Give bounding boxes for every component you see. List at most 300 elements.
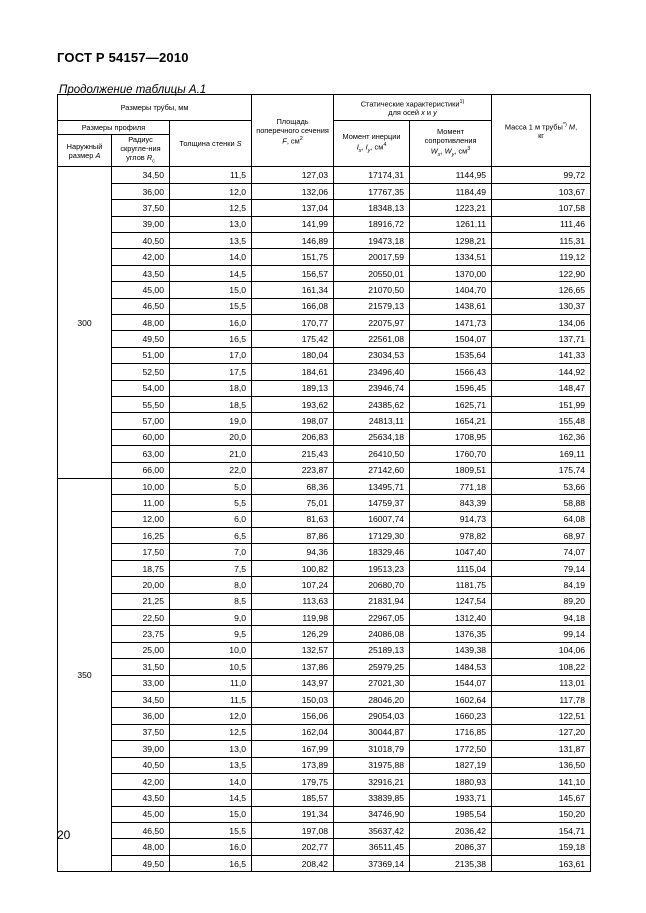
mass-cell: 150,20 <box>492 806 591 822</box>
moment-resistance-cell: 1334,51 <box>410 249 492 265</box>
wall-thickness-cell: 8,0 <box>170 577 252 593</box>
mass-cell: 130,37 <box>492 298 591 314</box>
table-row <box>58 593 591 609</box>
area-cell: 68,36 <box>252 478 334 494</box>
moment-resistance-cell: 1404,70 <box>410 282 492 298</box>
area-cell: 189,13 <box>252 380 334 396</box>
moment-inertia-cell: 28046,20 <box>334 691 410 707</box>
moment-resistance-cell: 1223,21 <box>410 200 492 216</box>
moment-inertia-cell: 33839,85 <box>334 790 410 806</box>
table-row <box>58 265 591 281</box>
area-cell: 223,87 <box>252 462 334 478</box>
header-corner-radius-label: Радиус скругле-ния углов <box>120 135 161 162</box>
data-table <box>57 94 591 872</box>
moment-inertia-cell: 31018,79 <box>334 741 410 757</box>
wall-thickness-cell: 15,5 <box>170 298 252 314</box>
header-axis-and: и <box>426 108 431 118</box>
wall-thickness-cell: 13,0 <box>170 741 252 757</box>
wall-thickness-cell: 16,5 <box>170 331 252 347</box>
mass-cell: 145,67 <box>492 790 591 806</box>
mass-cell: 137,71 <box>492 331 591 347</box>
area-cell: 151,75 <box>252 249 334 265</box>
header-area-label: Площадь поперечного сечения <box>256 116 329 135</box>
area-cell: 150,03 <box>252 691 334 707</box>
table-row <box>58 396 591 412</box>
mass-cell: 104,06 <box>492 642 591 658</box>
moment-inertia-cell: 25634,18 <box>334 429 410 445</box>
table-row <box>58 249 591 265</box>
header-static-chars-axes: для осей <box>388 108 420 118</box>
corner-radius-cell: 34,50 <box>112 691 170 707</box>
area-cell: 170,77 <box>252 314 334 330</box>
corner-radius-cell: 43,50 <box>112 265 170 281</box>
area-cell: 107,24 <box>252 577 334 593</box>
moment-resistance-cell: 1471,73 <box>410 314 492 330</box>
table-row <box>58 577 591 593</box>
area-cell: 185,57 <box>252 790 334 806</box>
corner-radius-cell: 42,00 <box>112 249 170 265</box>
wall-thickness-cell: 12,5 <box>170 200 252 216</box>
wall-thickness-cell: 16,0 <box>170 314 252 330</box>
corner-radius-cell: 66,00 <box>112 462 170 478</box>
moment-inertia-cell: 21070,50 <box>334 282 410 298</box>
corner-radius-cell: 51,00 <box>112 347 170 363</box>
corner-radius-cell: 49,50 <box>112 331 170 347</box>
mass-cell: 58,88 <box>492 495 591 511</box>
moment-inertia-cell: 17174,31 <box>334 167 410 183</box>
mass-cell: 144,92 <box>492 364 591 380</box>
header-moment-inertia-unit-sup: 4 <box>383 141 387 148</box>
mass-cell: 127,20 <box>492 724 591 740</box>
wall-thickness-cell: 9,0 <box>170 610 252 626</box>
table-row <box>58 429 591 445</box>
moment-resistance-cell: 1602,64 <box>410 691 492 707</box>
table-row <box>58 167 591 183</box>
header-mass-unit: кг <box>538 131 544 141</box>
moment-inertia-cell: 17129,30 <box>334 528 410 544</box>
moment-resistance-cell: 1625,71 <box>410 396 492 412</box>
corner-radius-cell: 43,50 <box>112 790 170 806</box>
moment-resistance-cell: 1660,23 <box>410 708 492 724</box>
header-area-unit: , см <box>286 135 300 145</box>
mass-cell: 163,61 <box>492 855 591 871</box>
table-row <box>58 790 591 806</box>
moment-resistance-cell: 1933,71 <box>410 790 492 806</box>
mass-cell: 74,07 <box>492 544 591 560</box>
header-corner-radius <box>112 135 170 167</box>
header-static-chars-sup: 1) <box>459 98 465 105</box>
table-row <box>58 773 591 789</box>
wall-thickness-cell: 20,0 <box>170 429 252 445</box>
table-row <box>58 855 591 871</box>
moment-resistance-cell: 1144,95 <box>410 167 492 183</box>
area-cell: 175,42 <box>252 331 334 347</box>
moment-resistance-cell: 1312,40 <box>410 610 492 626</box>
table-row <box>58 495 591 511</box>
header-corner-radius-symbol: R <box>146 153 153 162</box>
wall-thickness-cell: 11,0 <box>170 675 252 691</box>
moment-inertia-cell: 19473,18 <box>334 233 410 249</box>
moment-resistance-cell: 2036,42 <box>410 823 492 839</box>
area-cell: 193,62 <box>252 396 334 412</box>
table-row <box>58 347 591 363</box>
moment-resistance-cell: 1181,75 <box>410 577 492 593</box>
mass-cell: 99,72 <box>492 167 591 183</box>
header-pipe-sizes: Размеры трубы, мм <box>58 95 252 121</box>
header-moment-resistance-unit: , см <box>454 146 468 156</box>
moment-inertia-cell: 18329,46 <box>334 544 410 560</box>
table-row <box>58 331 591 347</box>
table-row <box>58 675 591 691</box>
moment-resistance-cell: 1544,07 <box>410 675 492 691</box>
wall-thickness-cell: 5,5 <box>170 495 252 511</box>
moment-resistance-cell: 1247,54 <box>410 593 492 609</box>
header-outer-size-label: Наружный размер <box>66 141 103 160</box>
wall-thickness-cell: 17,5 <box>170 364 252 380</box>
mass-cell: 79,14 <box>492 560 591 576</box>
moment-inertia-cell: 31975,88 <box>334 757 410 773</box>
table-row <box>58 806 591 822</box>
moment-resistance-cell: 771,18 <box>410 478 492 494</box>
moment-inertia-cell: 34746,90 <box>334 806 410 822</box>
moment-inertia-cell: 14759,37 <box>334 495 410 511</box>
area-cell: 146,89 <box>252 233 334 249</box>
table-row <box>58 200 591 216</box>
area-cell: 191,34 <box>252 806 334 822</box>
mass-cell: 68,97 <box>492 528 591 544</box>
mass-cell: 107,58 <box>492 200 591 216</box>
header-mass: Масса 1 м трубы*) M, кг <box>492 95 591 167</box>
header-mass-sup: *) <box>562 122 567 128</box>
wall-thickness-cell: 9,5 <box>170 626 252 642</box>
wall-thickness-cell: 19,0 <box>170 413 252 429</box>
header-moment-inertia: Момент инерции $I_x$, $I_y$, $см^4$ <box>334 121 410 167</box>
area-cell: 141,99 <box>252 216 334 232</box>
moment-resistance-cell: 1827,19 <box>410 757 492 773</box>
header-area-unit-sup: 2 <box>299 135 303 142</box>
wall-thickness-cell: 5,0 <box>170 478 252 494</box>
wall-thickness-cell: 22,0 <box>170 462 252 478</box>
moment-resistance-cell: 1184,49 <box>410 183 492 199</box>
area-cell: 137,86 <box>252 659 334 675</box>
header-area-symbol: F <box>282 135 287 145</box>
header-moment-inertia-sub1: x <box>358 147 362 154</box>
mass-cell: 136,50 <box>492 757 591 773</box>
moment-inertia-cell: 26410,50 <box>334 446 410 462</box>
header-moment-inertia-sym2: I <box>365 142 368 152</box>
moment-inertia-cell: 23496,40 <box>334 364 410 380</box>
table-row <box>58 839 591 855</box>
corner-radius-cell: 36,00 <box>112 708 170 724</box>
outer-size-cell: 350 <box>58 478 112 871</box>
wall-thickness-cell: 7,5 <box>170 560 252 576</box>
mass-cell: 154,71 <box>492 823 591 839</box>
moment-inertia-cell: 18916,72 <box>334 216 410 232</box>
moment-inertia-cell: 20680,70 <box>334 577 410 593</box>
table-row <box>58 413 591 429</box>
moment-resistance-cell: 1716,85 <box>410 724 492 740</box>
table-row <box>58 708 591 724</box>
header-axis-y: y <box>433 108 437 118</box>
moment-resistance-cell: 1708,95 <box>410 429 492 445</box>
area-cell: 127,03 <box>252 167 334 183</box>
area-cell: 167,99 <box>252 741 334 757</box>
header-moment-resistance-sub1: x <box>437 152 441 159</box>
table-row <box>58 642 591 658</box>
moment-inertia-cell: 35637,42 <box>334 823 410 839</box>
area-cell: 197,08 <box>252 823 334 839</box>
corner-radius-cell: 16,25 <box>112 528 170 544</box>
mass-cell: 119,12 <box>492 249 591 265</box>
header-moment-resistance-unit-sup: 3 <box>467 146 471 153</box>
mass-cell: 115,31 <box>492 233 591 249</box>
moment-inertia-cell: 21579,13 <box>334 298 410 314</box>
header-mass-symbol: M <box>568 122 576 132</box>
corner-radius-cell: 54,00 <box>112 380 170 396</box>
corner-radius-cell: 39,00 <box>112 216 170 232</box>
moment-inertia-cell: 27021,30 <box>334 675 410 691</box>
moment-resistance-cell: 2086,37 <box>410 839 492 855</box>
moment-inertia-cell: 20017,59 <box>334 249 410 265</box>
moment-inertia-cell: 24813,11 <box>334 413 410 429</box>
moment-inertia-cell: 36511,45 <box>334 839 410 855</box>
wall-thickness-cell: 13,0 <box>170 216 252 232</box>
moment-inertia-cell: 37369,14 <box>334 855 410 871</box>
moment-inertia-cell: 17767,35 <box>334 183 410 199</box>
mass-cell: 64,08 <box>492 511 591 527</box>
wall-thickness-cell: 16,5 <box>170 855 252 871</box>
moment-resistance-cell: 1809,51 <box>410 462 492 478</box>
moment-inertia-cell: 24086,08 <box>334 626 410 642</box>
corner-radius-cell: 60,00 <box>112 429 170 445</box>
table-row <box>58 446 591 462</box>
table-row <box>58 314 591 330</box>
moment-resistance-cell: 914,73 <box>410 511 492 527</box>
corner-radius-cell: 11,00 <box>112 495 170 511</box>
header-static-chars <box>334 95 492 121</box>
header-moment-inertia-sub2: y <box>367 147 371 154</box>
mass-cell: 99,14 <box>492 626 591 642</box>
moment-resistance-cell: 1880,93 <box>410 773 492 789</box>
moment-resistance-cell: 1772,50 <box>410 741 492 757</box>
area-cell: 94,36 <box>252 544 334 560</box>
table-row <box>58 626 591 642</box>
area-cell: 202,77 <box>252 839 334 855</box>
header-area <box>252 95 334 167</box>
area-cell: 87,86 <box>252 528 334 544</box>
table-row <box>58 691 591 707</box>
moment-inertia-cell: 27142,60 <box>334 462 410 478</box>
wall-thickness-cell: 14,0 <box>170 773 252 789</box>
corner-radius-cell: 33,00 <box>112 675 170 691</box>
table-row <box>58 364 591 380</box>
moment-inertia-cell: 25189,13 <box>334 642 410 658</box>
mass-cell: 141,10 <box>492 773 591 789</box>
wall-thickness-cell: 12,0 <box>170 183 252 199</box>
table-row <box>58 544 591 560</box>
table-row <box>58 659 591 675</box>
document-header-title: ГОСТ Р 54157—2010 <box>57 50 189 65</box>
mass-cell: 126,65 <box>492 282 591 298</box>
wall-thickness-cell: 7,0 <box>170 544 252 560</box>
table-body <box>58 167 591 872</box>
moment-inertia-cell: 20550,01 <box>334 265 410 281</box>
wall-thickness-cell: 15,0 <box>170 282 252 298</box>
mass-cell: 122,90 <box>492 265 591 281</box>
area-cell: 166,08 <box>252 298 334 314</box>
corner-radius-cell: 42,00 <box>112 773 170 789</box>
moment-resistance-cell: 1504,07 <box>410 331 492 347</box>
page-number: 20 <box>57 828 71 842</box>
corner-radius-cell: 37,50 <box>112 200 170 216</box>
corner-radius-cell: 39,00 <box>112 741 170 757</box>
mass-cell: 94,18 <box>492 610 591 626</box>
wall-thickness-cell: 18,0 <box>170 380 252 396</box>
corner-radius-cell: 20,00 <box>112 577 170 593</box>
wall-thickness-cell: 18,5 <box>170 396 252 412</box>
header-moment-resistance-sub2: y <box>451 152 455 159</box>
area-cell: 161,34 <box>252 282 334 298</box>
corner-radius-cell: 22,50 <box>112 610 170 626</box>
area-cell: 184,61 <box>252 364 334 380</box>
area-cell: 119,98 <box>252 610 334 626</box>
area-cell: 132,57 <box>252 642 334 658</box>
corner-radius-cell: 37,50 <box>112 724 170 740</box>
area-cell: 180,04 <box>252 347 334 363</box>
moment-inertia-cell: 24385,62 <box>334 396 410 412</box>
moment-resistance-cell: 1985,54 <box>410 806 492 822</box>
area-cell: 215,43 <box>252 446 334 462</box>
area-cell: 137,04 <box>252 200 334 216</box>
moment-resistance-cell: 843,39 <box>410 495 492 511</box>
wall-thickness-cell: 6,5 <box>170 528 252 544</box>
header-corner-radius-sub: с <box>152 158 155 165</box>
header-moment-inertia-label: Момент инерции <box>342 131 401 141</box>
moment-resistance-cell: 1370,00 <box>410 265 492 281</box>
moment-resistance-cell: 1438,61 <box>410 298 492 314</box>
moment-resistance-cell: 1376,35 <box>410 626 492 642</box>
moment-resistance-cell: 1439,38 <box>410 642 492 658</box>
header-moment-resistance-label: Момент сопротивления <box>424 127 477 146</box>
mass-cell: 117,78 <box>492 691 591 707</box>
wall-thickness-cell: 12,5 <box>170 724 252 740</box>
corner-radius-cell: 21,25 <box>112 593 170 609</box>
moment-resistance-cell: 1047,40 <box>410 544 492 560</box>
wall-thickness-cell: 15,0 <box>170 806 252 822</box>
moment-inertia-cell: 22561,08 <box>334 331 410 347</box>
table-row <box>58 823 591 839</box>
moment-inertia-cell: 29054,03 <box>334 708 410 724</box>
mass-cell: 89,20 <box>492 593 591 609</box>
mass-cell: 159,18 <box>492 839 591 855</box>
header-wall-thickness-symbol: S <box>236 139 242 149</box>
moment-resistance-cell: 1760,70 <box>410 446 492 462</box>
area-cell: 81,63 <box>252 511 334 527</box>
wall-thickness-cell: 10,5 <box>170 659 252 675</box>
wall-thickness-cell: 14,5 <box>170 790 252 806</box>
moment-resistance-cell: 1535,64 <box>410 347 492 363</box>
area-cell: 179,75 <box>252 773 334 789</box>
area-cell: 100,82 <box>252 560 334 576</box>
wall-thickness-cell: 11,5 <box>170 691 252 707</box>
mass-cell: 108,22 <box>492 659 591 675</box>
area-cell: 208,42 <box>252 855 334 871</box>
wall-thickness-cell: 16,0 <box>170 839 252 855</box>
moment-resistance-cell: 1566,43 <box>410 364 492 380</box>
table-row <box>58 511 591 527</box>
corner-radius-cell: 63,00 <box>112 446 170 462</box>
header-axis-x: x <box>421 108 425 118</box>
area-cell: 162,04 <box>252 724 334 740</box>
wall-thickness-cell: 14,5 <box>170 265 252 281</box>
table-row <box>58 528 591 544</box>
table-row <box>58 462 591 478</box>
corner-radius-cell: 40,50 <box>112 233 170 249</box>
moment-inertia-cell: 16007,74 <box>334 511 410 527</box>
header-moment-resistance-sym2: W <box>444 146 452 156</box>
corner-radius-cell: 49,50 <box>112 855 170 871</box>
mass-cell: 53,66 <box>492 478 591 494</box>
mass-cell: 155,48 <box>492 413 591 429</box>
mass-cell: 131,87 <box>492 741 591 757</box>
header-moment-inertia-unit: , см <box>370 142 384 152</box>
header-moment-resistance-sym1: W <box>430 146 438 156</box>
mass-cell: 113,01 <box>492 675 591 691</box>
moment-inertia-cell: 22967,05 <box>334 610 410 626</box>
table-row <box>58 724 591 740</box>
corner-radius-cell: 10,00 <box>112 478 170 494</box>
wall-thickness-cell: 14,0 <box>170 249 252 265</box>
corner-radius-cell: 40,50 <box>112 757 170 773</box>
moment-resistance-cell: 1298,21 <box>410 233 492 249</box>
mass-cell: 148,47 <box>492 380 591 396</box>
header-outer-size-symbol: A <box>95 150 101 160</box>
corner-radius-cell: 52,50 <box>112 364 170 380</box>
area-cell: 206,83 <box>252 429 334 445</box>
corner-radius-cell: 34,50 <box>112 167 170 183</box>
mass-cell: 151,99 <box>492 396 591 412</box>
table-row <box>58 380 591 396</box>
moment-inertia-cell: 13495,71 <box>334 478 410 494</box>
corner-radius-cell: 48,00 <box>112 839 170 855</box>
header-moment-inertia-sym1: I <box>356 142 359 152</box>
wall-thickness-cell: 17,0 <box>170 347 252 363</box>
area-cell: 198,07 <box>252 413 334 429</box>
mass-cell: 103,67 <box>492 183 591 199</box>
corner-radius-cell: 46,50 <box>112 823 170 839</box>
mass-cell: 111,46 <box>492 216 591 232</box>
area-cell: 156,06 <box>252 708 334 724</box>
moment-inertia-cell: 30044,87 <box>334 724 410 740</box>
corner-radius-cell: 57,00 <box>112 413 170 429</box>
moment-inertia-cell: 19513,23 <box>334 560 410 576</box>
moment-inertia-cell: 25979,25 <box>334 659 410 675</box>
mass-cell: 84,19 <box>492 577 591 593</box>
mass-cell: 134,06 <box>492 314 591 330</box>
header-profile-sizes: Размеры профиля <box>58 121 170 135</box>
wall-thickness-cell: 15,5 <box>170 823 252 839</box>
moment-resistance-cell: 1654,21 <box>410 413 492 429</box>
moment-inertia-cell: 32916,21 <box>334 773 410 789</box>
corner-radius-cell: 17,50 <box>112 544 170 560</box>
mass-cell: 175,74 <box>492 462 591 478</box>
moment-resistance-cell: 1115,04 <box>410 560 492 576</box>
header-outer-size <box>58 135 112 167</box>
outer-size-cell: 300 <box>58 167 112 478</box>
table-row <box>58 216 591 232</box>
header-static-chars-label: Статические характеристики <box>360 99 460 109</box>
area-cell: 75,01 <box>252 495 334 511</box>
